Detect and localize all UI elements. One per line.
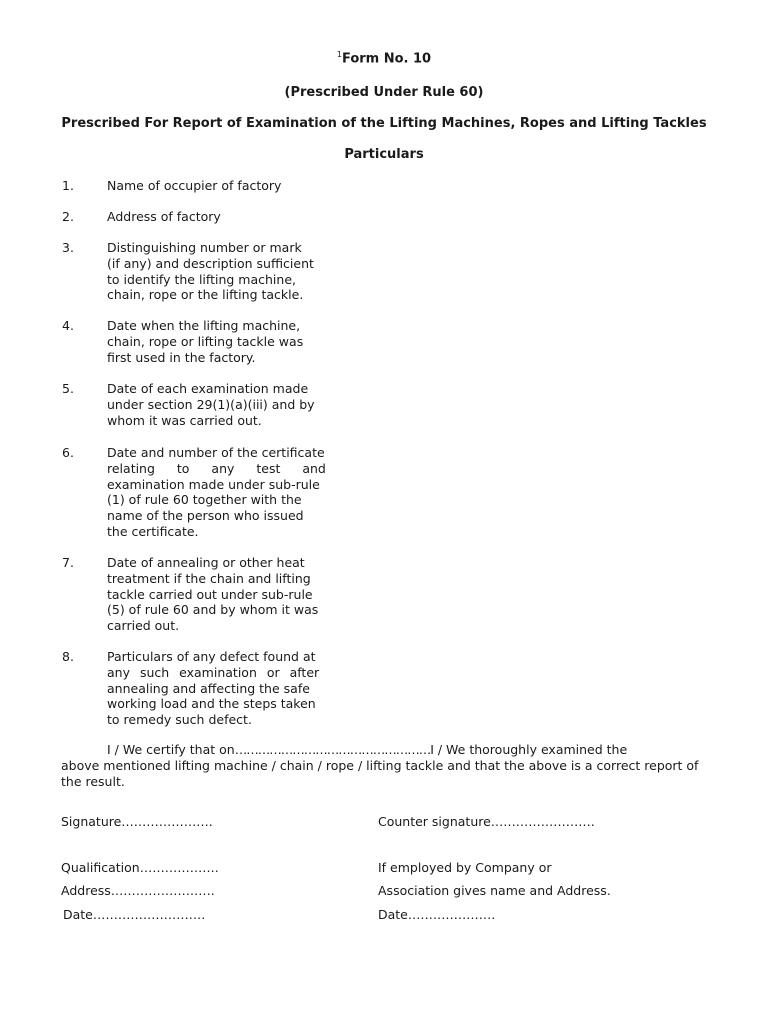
form-title: $^1$Form No. 10: [336, 50, 432, 67]
certification-paragraph: [61, 742, 711, 789]
qualification-field: Qualification……………….: [61, 860, 219, 875]
certification-line-3: the result.: [61, 773, 125, 789]
employer-note-line-2: Association gives name and Address.: [378, 883, 611, 898]
item-text: Address of factory: [107, 209, 221, 224]
employer-note-line-1: If employed by Company or: [378, 860, 552, 875]
item-text: Distinguishing number or mark (if any) and description sufficient to identify the lifting machine, chain, rope or the lifting tackle.: [107, 240, 314, 303]
item-number: 5.: [62, 381, 74, 396]
item-number: 1.: [62, 178, 74, 193]
address-field: Address…………………….: [61, 883, 215, 898]
item-number: 3.: [62, 240, 74, 255]
date-blank: ……………………………………………: [234, 742, 431, 757]
item-number: 8.: [62, 649, 74, 664]
item-number: 4.: [62, 318, 74, 333]
footnote-marker: 1: [336, 50, 342, 59]
form-rule: (Prescribed Under Rule 60): [284, 85, 484, 100]
signature-field: Signature………………….: [61, 814, 213, 829]
item-text: Date of each examination made under section 29(1)(a)(iii) and by whom it was carried out.: [107, 381, 315, 428]
date-field-left: Date………………………: [63, 907, 206, 922]
section-heading: Particulars: [344, 147, 424, 162]
item-text: Date when the lifting machine, chain, rope or lifting tackle was first used in the factory.: [107, 318, 304, 365]
item-number: 2.: [62, 209, 74, 224]
counter-signature-field: Counter signature…………………….: [378, 814, 595, 829]
date-field-right: Date…………………: [378, 907, 496, 922]
certification-line-1: I / We certify that on……………………………………………I / We thoroughly examined the: [107, 742, 628, 757]
item-text: Date and number of the certificate relating to any test and examination made under sub-rule (1) of rule 60 together with the name of the person who issued the certificate.: [107, 445, 326, 539]
item-number: 6.: [62, 445, 74, 460]
item-text: Date of annealing or other heat treatment if the chain and lifting tackle carried out under sub-rule (5) of rule 60 and by whom it was carried out.: [107, 555, 319, 634]
item-text: Particulars of any defect found at any such examination or after annealing and affecting the safe working load and the steps taken to remedy such defect.: [107, 649, 320, 728]
item-text: Name of occupier of factory: [107, 178, 282, 193]
form-subtitle: Prescribed For Report of Examination of the Lifting Machines, Ropes and Lifting Tackles: [61, 116, 707, 131]
item-number: 7.: [62, 555, 74, 570]
certification-line-2: above mentioned lifting machine / chain / rope / lifting tackle and that the above is a correct report of: [61, 757, 699, 773]
